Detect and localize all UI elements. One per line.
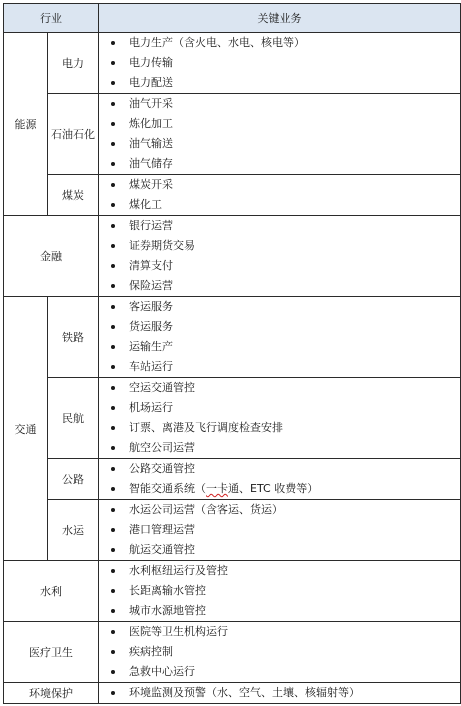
list-item: 疾病控制 xyxy=(99,642,460,662)
business-cell xyxy=(99,216,461,297)
category-health: 医疗卫生 xyxy=(4,622,99,683)
list-item: 订票、离港及飞行调度检查安排 xyxy=(99,418,460,438)
table-row xyxy=(4,683,461,704)
list-item: 煤炭开采 xyxy=(99,175,460,195)
category-energy: 能源 xyxy=(4,33,48,216)
spellcheck-underlined-text: 一卡 xyxy=(206,482,228,495)
category-environment: 环境保护 xyxy=(4,683,99,704)
subcategory-aviation: 民航 xyxy=(48,378,99,459)
list-item: 清算支付 xyxy=(99,256,460,276)
table-row xyxy=(4,94,461,175)
table-row xyxy=(4,216,461,297)
business-cell xyxy=(99,33,461,94)
business-list xyxy=(99,297,460,377)
list-item: 环境监测及预警（水、空气、土壤、核辐射等） xyxy=(99,683,460,703)
list-item: 水运公司运营（含客运、货运） xyxy=(99,500,460,520)
list-item xyxy=(99,479,460,499)
business-cell xyxy=(99,683,461,704)
list-item: 电力传输 xyxy=(99,53,460,73)
list-item: 证券期货交易 xyxy=(99,236,460,256)
business-list xyxy=(99,94,460,174)
list-item: 港口管理运营 xyxy=(99,520,460,540)
list-item: 航运交通管控 xyxy=(99,540,460,560)
list-item: 油气输送 xyxy=(99,134,460,154)
list-item: 空运交通管控 xyxy=(99,378,460,398)
list-item: 煤化工 xyxy=(99,195,460,215)
list-item: 电力生产（含火电、水电、核电等） xyxy=(99,33,460,53)
subcategory-petrochemical: 石油石化 xyxy=(48,94,99,175)
header-key-business: 关键业务 xyxy=(99,4,461,33)
subcategory-highway: 公路 xyxy=(48,459,99,500)
list-item: 医院等卫生机构运行 xyxy=(99,622,460,642)
business-cell xyxy=(99,94,461,175)
list-item: 电力配送 xyxy=(99,73,460,93)
subcategory-power: 电力 xyxy=(48,33,99,94)
business-cell xyxy=(99,175,461,216)
table-row xyxy=(4,622,461,683)
list-item: 急救中心运行 xyxy=(99,662,460,682)
business-cell xyxy=(99,500,461,561)
business-list xyxy=(99,500,460,560)
table-header-row xyxy=(4,4,461,33)
business-cell xyxy=(99,459,461,500)
business-list xyxy=(99,33,460,93)
business-cell xyxy=(99,378,461,459)
business-list xyxy=(99,378,460,458)
list-item: 机场运行 xyxy=(99,398,460,418)
list-item: 水利枢纽运行及管控 xyxy=(99,561,460,581)
etc-text-suffix: 通、ETC 收费等） xyxy=(228,482,319,495)
table-row xyxy=(4,297,461,378)
table-row xyxy=(4,33,461,94)
list-item: 炼化加工 xyxy=(99,114,460,134)
business-list xyxy=(99,175,460,215)
business-list xyxy=(99,683,460,703)
list-item: 航空公司运营 xyxy=(99,438,460,458)
list-item: 城市水源地管控 xyxy=(99,601,460,621)
list-item: 公路交通管控 xyxy=(99,459,460,479)
list-item: 保险运营 xyxy=(99,276,460,296)
subcategory-rail: 铁路 xyxy=(48,297,99,378)
list-item: 长距离输水管控 xyxy=(99,581,460,601)
table-row xyxy=(4,500,461,561)
table-row xyxy=(4,378,461,459)
table-row xyxy=(4,561,461,622)
category-finance: 金融 xyxy=(4,216,99,297)
list-item: 货运服务 xyxy=(99,317,460,337)
list-item: 银行运营 xyxy=(99,216,460,236)
business-cell xyxy=(99,622,461,683)
business-cell xyxy=(99,297,461,378)
category-water-conservancy: 水利 xyxy=(4,561,99,622)
list-item: 车站运行 xyxy=(99,357,460,377)
category-transport: 交通 xyxy=(4,297,48,561)
list-item: 油气储存 xyxy=(99,154,460,174)
industry-business-table xyxy=(3,3,461,704)
header-industry: 行业 xyxy=(4,4,99,33)
table-row xyxy=(4,459,461,500)
business-cell xyxy=(99,561,461,622)
business-list xyxy=(99,561,460,621)
etc-text-prefix: 智能交通系统（ xyxy=(129,482,206,495)
table-row xyxy=(4,175,461,216)
business-list xyxy=(99,459,460,499)
business-list xyxy=(99,622,460,682)
subcategory-waterway: 水运 xyxy=(48,500,99,561)
list-item: 客运服务 xyxy=(99,297,460,317)
subcategory-coal: 煤炭 xyxy=(48,175,99,216)
list-item: 油气开采 xyxy=(99,94,460,114)
list-item: 运输生产 xyxy=(99,337,460,357)
business-list xyxy=(99,216,460,296)
